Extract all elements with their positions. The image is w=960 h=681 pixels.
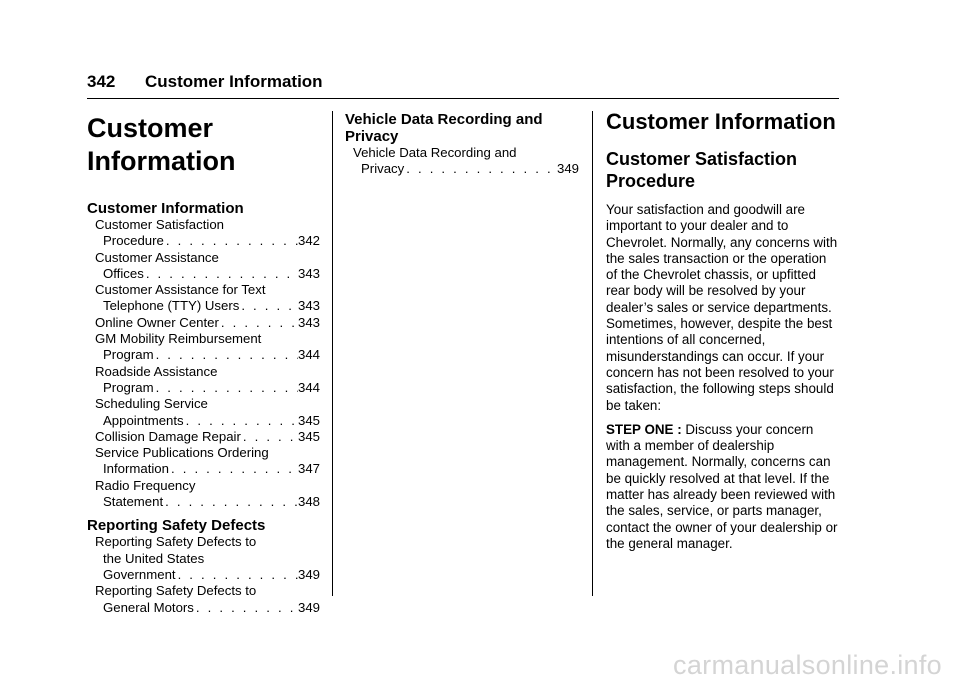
toc-entry-title: Government	[103, 566, 176, 582]
body-column	[606, 109, 840, 552]
toc-entry-last-line	[87, 380, 320, 396]
toc-entry-line: Service Publications Ordering	[95, 445, 269, 461]
toc-entry-title: Offices	[103, 265, 144, 281]
toc-column-2	[345, 111, 579, 178]
toc-page-number: 344	[297, 347, 320, 363]
running-title: Customer Information	[145, 72, 323, 91]
toc-entry[interactable]	[87, 583, 320, 616]
toc-entry-line: Reporting Safety Defects to	[95, 534, 257, 550]
toc-section-heading: Reporting Safety Defects	[87, 517, 266, 535]
dot-leader	[184, 413, 298, 429]
toc-entry-list	[87, 534, 320, 615]
toc-entry[interactable]	[87, 217, 320, 250]
toc-entry-last-line	[87, 413, 320, 429]
toc-entry-last-line	[87, 298, 320, 314]
chapter-title: Customer Information	[87, 113, 236, 176]
toc-entry[interactable]	[87, 282, 320, 315]
toc-page-number: 343	[297, 298, 320, 314]
toc-page-number: 345	[297, 412, 320, 428]
toc-page-number: 349	[297, 566, 320, 582]
toc-entry-line: the United States	[103, 550, 205, 566]
toc-entry-line: GM Mobility Reimbursement	[95, 331, 262, 347]
dot-leader	[194, 600, 298, 616]
page-header	[87, 72, 839, 94]
toc-entry[interactable]	[87, 315, 320, 331]
toc-entry-list	[87, 217, 320, 510]
toc-page-number: 343	[297, 265, 320, 281]
toc-entries	[345, 145, 579, 178]
toc-entry-last-line	[87, 266, 320, 282]
dot-leader	[219, 315, 298, 331]
dot-leader	[154, 380, 298, 396]
toc-entry-last-line	[87, 429, 320, 445]
toc-entry-line: Radio Frequency	[95, 477, 196, 493]
toc-entry-title: Privacy	[361, 161, 405, 177]
toc-entry[interactable]	[87, 331, 320, 364]
toc-entry[interactable]	[87, 445, 320, 478]
toc-entry-last-line	[87, 600, 320, 616]
dot-leader	[154, 347, 298, 363]
toc-entry-title: General Motors	[103, 599, 194, 615]
toc-section-heading: Vehicle Data Recording and Privacy	[345, 111, 543, 145]
toc-entry-line: Customer Assistance for Text	[95, 282, 266, 298]
step-label: STEP ONE :	[606, 421, 686, 437]
toc-entry-title: Program	[103, 347, 154, 363]
toc-entry[interactable]	[87, 429, 320, 445]
step-text: Discuss your concern with a member of dealership management. Normally, concerns can be quickly resolved at that level. If the matter has already been reviewed with the sales, service, or parts manager, contact the owner of your dealership or the general manager.	[606, 421, 838, 551]
toc-page-number: 342	[297, 233, 320, 249]
toc-entry-title: Appointments	[103, 412, 184, 428]
toc-entry[interactable]	[87, 534, 320, 583]
toc-entry[interactable]	[87, 250, 320, 283]
header-rule	[87, 98, 839, 99]
toc-entry[interactable]	[87, 396, 320, 429]
toc-entry-title: Program	[103, 379, 154, 395]
dot-leader	[404, 161, 557, 177]
dot-leader	[144, 266, 298, 282]
toc-page-number: 343	[297, 314, 320, 330]
column-divider-right	[592, 111, 593, 596]
toc-entry-title: Telephone (TTY) Users	[103, 298, 240, 314]
toc-entry-last-line	[87, 233, 320, 249]
toc-entry-last-line	[87, 347, 320, 363]
dot-leader	[163, 494, 298, 510]
dot-leader	[164, 233, 298, 249]
page-number: 342	[87, 72, 116, 91]
toc-page-number: 349	[297, 599, 320, 615]
dot-leader	[176, 567, 298, 583]
toc-sections	[87, 200, 320, 616]
toc-page-number: 344	[297, 379, 320, 395]
toc-entry-line: Vehicle Data Recording and	[353, 145, 517, 160]
column-divider-left	[332, 111, 333, 596]
toc-entry-title: Statement	[103, 494, 164, 510]
toc-entry[interactable]	[345, 145, 579, 178]
dot-leader	[169, 461, 298, 477]
toc-entry-line: Scheduling Service	[95, 396, 208, 412]
intro-paragraph: Your satisfaction and goodwill are important to your dealer and to Chevrolet. Normally, any concerns with the sales transaction or the operation of the Chevrolet chassis, or upfitted rear body will be resolved by your dealer’s sales or service departments. Sometimes, however, despite the best intentions of all concerned, misunderstandings can occur. If your concern has not been resolved to your satisfaction, the following steps should be taken:	[606, 202, 838, 413]
toc-page-number: 349	[556, 161, 579, 177]
toc-page-number: 345	[297, 428, 320, 444]
toc-page-number: 347	[297, 461, 320, 477]
toc-entry-title: Online Owner Center	[95, 314, 219, 330]
section-title: Customer Information	[606, 109, 836, 134]
toc-entry-line: Reporting Safety Defects to	[95, 583, 257, 599]
step-one-paragraph	[606, 422, 840, 552]
toc-entry-title: Collision Damage Repair	[95, 428, 241, 444]
toc-entry-last-line	[87, 315, 320, 331]
toc-entry[interactable]	[87, 364, 320, 397]
subsection-title: Customer Satisfaction Procedure	[606, 149, 798, 191]
toc-page-number: 348	[297, 494, 320, 510]
toc-entry-title: Information	[103, 461, 169, 477]
watermark: carmanualsonline.info	[673, 650, 942, 680]
toc-entry-title: Procedure	[103, 233, 164, 249]
toc-entry-last-line	[87, 494, 320, 510]
toc-entry[interactable]	[87, 478, 320, 511]
toc-entry-line: Customer Satisfaction	[95, 217, 224, 232]
toc-entry-line: Roadside Assistance	[95, 363, 218, 379]
dot-leader	[241, 429, 298, 445]
toc-entry-last-line	[87, 567, 320, 583]
dot-leader	[239, 298, 298, 314]
toc-entry-line: Customer Assistance	[95, 249, 219, 265]
toc-section-heading: Customer Information	[87, 200, 244, 217]
toc-entry-last-line	[345, 161, 579, 177]
toc-column-1	[87, 112, 320, 616]
toc-entry-last-line	[87, 461, 320, 477]
